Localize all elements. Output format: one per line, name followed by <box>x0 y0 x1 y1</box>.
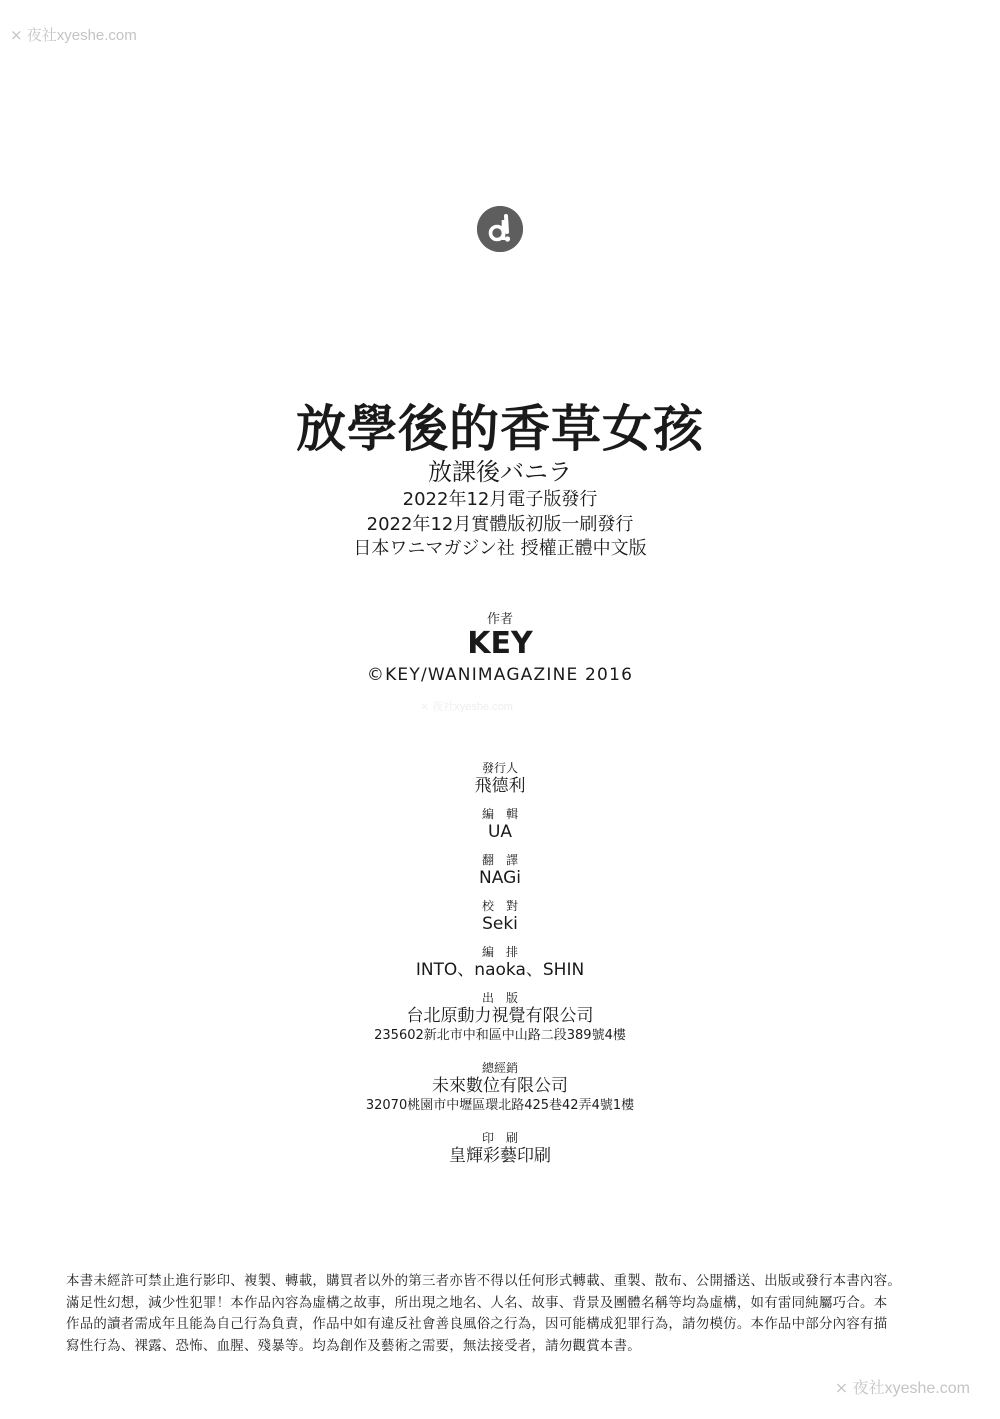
credit-publisher <box>0 761 1000 797</box>
credit-translator <box>0 853 1000 889</box>
watermark-bottom: ⨯ 夜社xyeshe.com <box>834 1380 970 1397</box>
edition-line: 日本ワニマガジン社 授權正體中文版 <box>353 538 647 559</box>
credit-address: 235602新北市中和區中山路二段389號4樓 <box>374 1028 626 1043</box>
edition-line: 2022年12月實體版初版一刷發行 <box>366 513 634 535</box>
credit-value: Seki <box>482 914 518 934</box>
credit-address: 32070桃園市中壢區環北路425巷42弄4號1樓 <box>365 1098 635 1113</box>
credit-proofreader <box>0 899 1000 935</box>
credit-publishing-house <box>0 991 1000 1045</box>
book-subtitle: 放課後バニラ <box>428 458 572 486</box>
credit-value: 未來數位有限公司 <box>432 1076 568 1096</box>
credit-printer <box>0 1131 1000 1167</box>
notice-line: 本書未經許可禁止進行影印、複製、轉載，購買者以外的第三者亦皆不得以任何形式轉載、重製、散布、公開播送、出版或發行本書內容。 <box>66 1274 902 1289</box>
credit-label: 編 排 <box>481 945 518 959</box>
notice-line: 滿足性幻想，減少性犯罪！本作品內容為虛構之故事，所出現之地名、人名、故事、背景及團體名稱等均為虛構，如有雷同純屬巧合。本 <box>66 1295 888 1311</box>
credit-label: 發行人 <box>481 761 518 775</box>
author-label: 作者 <box>486 612 513 627</box>
credit-label: 翻 譯 <box>481 853 518 867</box>
credit-value: 台北原動力視覺有限公司 <box>406 1006 594 1026</box>
edition-info <box>0 488 1000 562</box>
author-name: KEY <box>467 626 533 661</box>
watermark-top: ⨯ 夜社xyeshe.com <box>10 27 137 44</box>
notice-line: 作品的讀者需成年且能為自己行為負責，作品中如有違反社會善良風俗之行為，因可能構成犯罪行為，請勿模仿。本作品中部分內容有描 <box>66 1317 888 1333</box>
edition-line: 2022年12月電子版發行 <box>402 489 598 510</box>
credit-value: 飛德利 <box>474 776 526 796</box>
legal-notice <box>66 1271 946 1357</box>
credit-label: 總經銷 <box>481 1061 518 1075</box>
watermark-faint: ⨯ 夜社xyeshe.com <box>420 701 513 713</box>
credit-distributor <box>0 1061 1000 1115</box>
credit-value: INTO、naoka、SHIN <box>415 960 585 980</box>
credit-layout <box>0 945 1000 981</box>
copyright-line: ©KEY/WANIMAGAZINE 2016 <box>366 665 634 685</box>
notice-line: 寫性行為、裸露、恐怖、血腥、殘暴等。均為創作及藝術之需要，無法接受者，請勿觀賞本書。 <box>66 1338 642 1354</box>
credit-label: 出 版 <box>481 991 518 1005</box>
credit-label: 印 刷 <box>481 1131 518 1145</box>
credit-label: 校 對 <box>481 899 518 913</box>
credit-value: UA <box>487 822 513 842</box>
book-title: 放學後的香草女孩 <box>296 400 704 458</box>
credit-editor <box>0 807 1000 843</box>
credit-value: 皇輝彩藝印刷 <box>449 1146 551 1166</box>
credit-value: NAGi <box>479 868 521 888</box>
credit-label: 編 輯 <box>481 807 518 821</box>
publisher-logo-icon <box>477 206 523 252</box>
